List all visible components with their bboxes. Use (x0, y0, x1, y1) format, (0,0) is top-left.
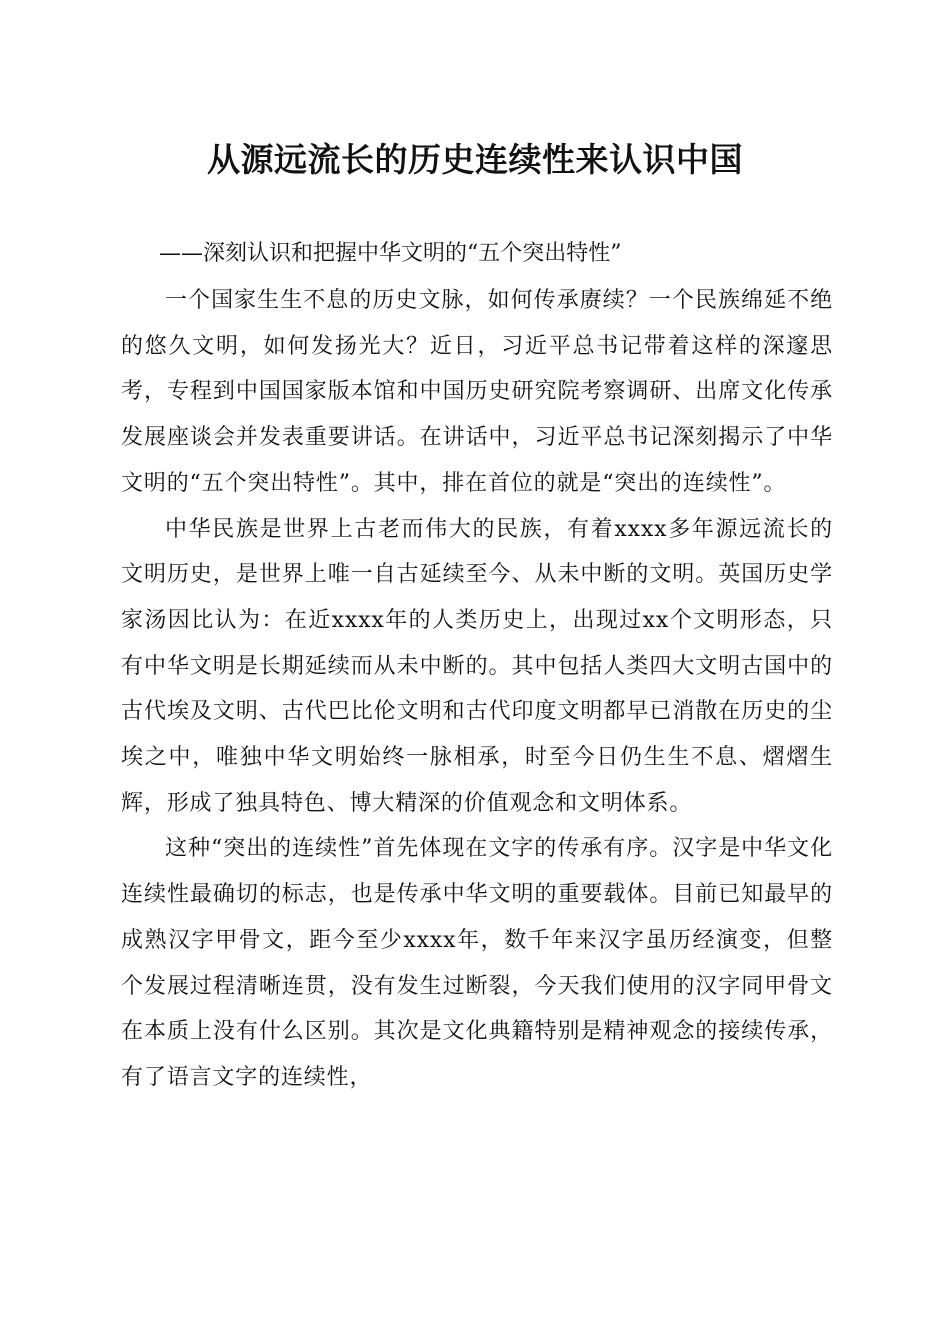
paragraph: 一个国家生生不息的历史文脉，如何传承赓续？一个民族绵延不绝的悠久文明，如何发扬光大？近日，习近平总书记带着这样的深邃思考，专程到中国国家版本馆和中国历史研究院考察调研、出席文化传承发展座谈会并发表重要讲话。在讲话中，习近平总书记深刻揭示了中华文明的“五个突出特性”。其中，排在首位的就是“突出的连续性”。 (121, 288, 833, 496)
document-body (121, 278, 833, 1101)
document-subtitle: ——深刻认识和把握中华文明的“五个突出特性” (159, 241, 622, 266)
document-title: 从源远流长的历史连续性来认识中国 (207, 140, 743, 179)
paragraph: 中华民族是世界上古老而伟大的民族，有着xxxx多年源远流长的文明历史，是世界上唯一自古延续至今、从未中断的文明。英国历史学家汤因比认为：在近xxxx年的人类历史上，出现过xx个文明形态，只有中华文明是长期延续而从未中断的。其中包括人类四大文明古国中的古代埃及文明、古代巴比伦文明和古代印度文明都早已消散在历史的尘埃之中，唯独中华文明始终一脉相承，时至今日仍生生不息、熠熠生辉，形成了独具特色、博大精深的价值观念和文明体系。 (121, 516, 833, 816)
paragraph: 这种“突出的连续性”首先体现在文字的传承有序。汉字是中华文化连续性最确切的标志，也是传承中华文明的重要载体。目前已知最早的成熟汉字甲骨文，距今至少xxxx年，数千年来汉字虽历经演变，但整个发展过程清晰连贯，没有发生过断裂，今天我们使用的汉字同甲骨文在本质上没有什么区别。其次是文化典籍特别是精神观念的接续传承，有了语言文字的连续性， (121, 836, 833, 1090)
